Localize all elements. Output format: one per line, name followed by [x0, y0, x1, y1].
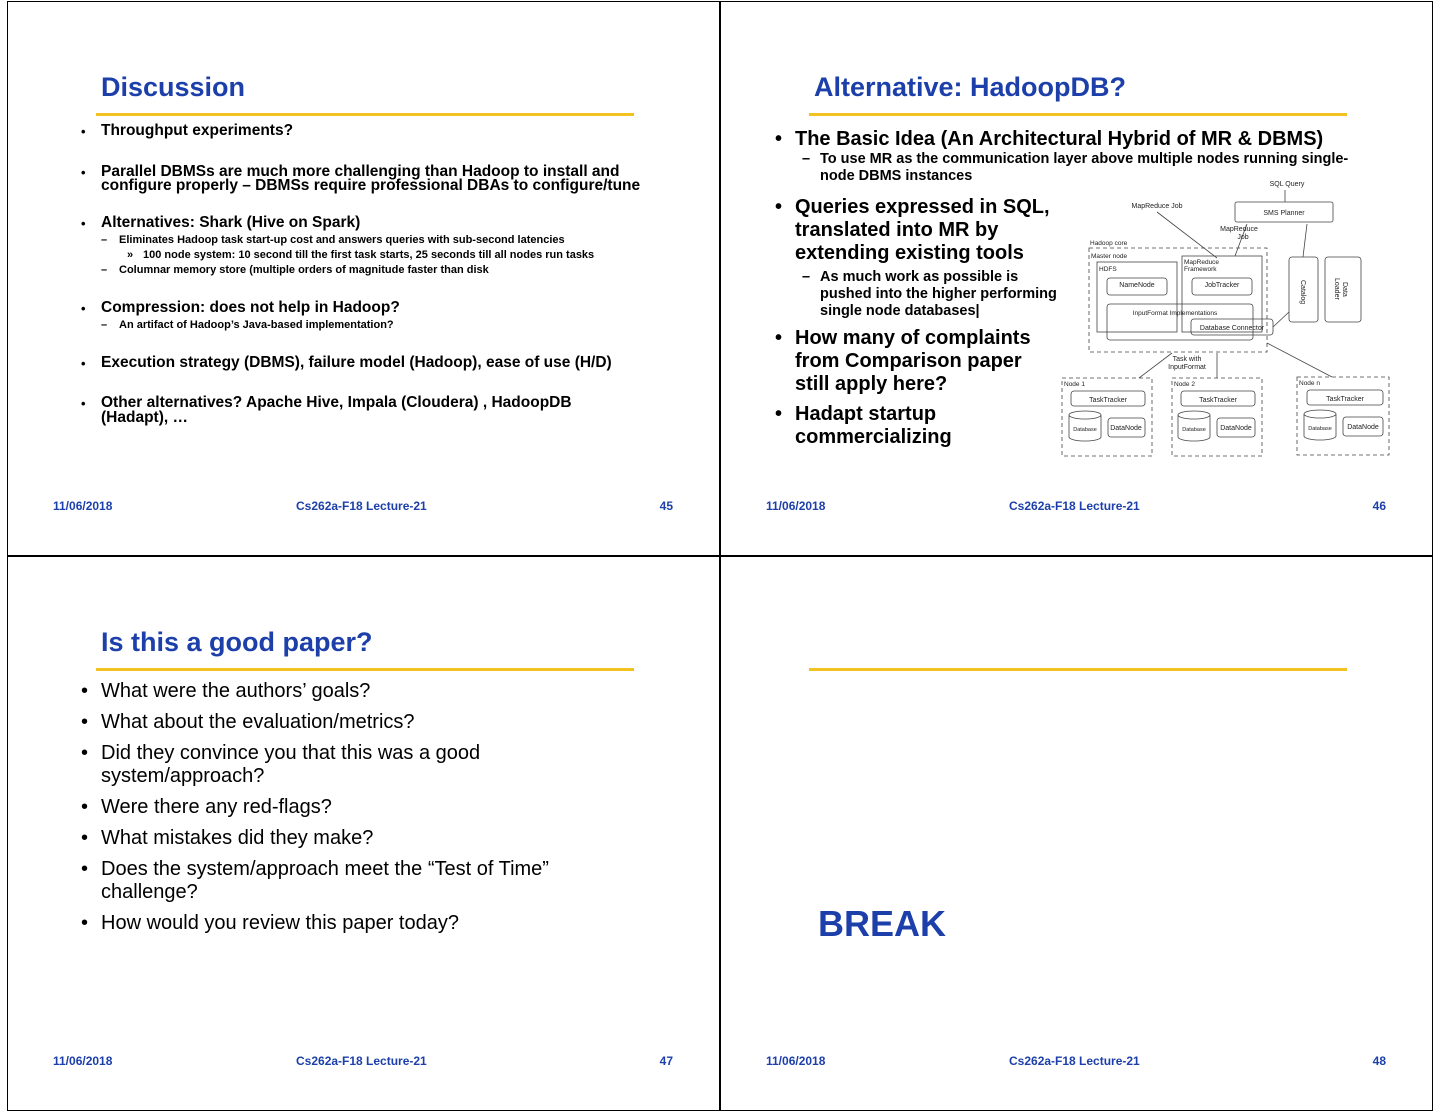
node1-box: [1062, 378, 1152, 456]
diagram-label: SMS Planner: [1263, 210, 1305, 217]
bullet: • How would you review this paper today?: [81, 912, 641, 935]
slide-number: 48: [1372, 1054, 1386, 1068]
diagram-label: Catalog: [1299, 280, 1306, 305]
footer-course: Cs262a-F18 Lecture-21: [1009, 1054, 1140, 1068]
database-cylinder: [1304, 410, 1336, 440]
bullet: • What were the authors’ goals?: [81, 680, 641, 703]
bullet: • Hadapt startup commercializing: [775, 403, 995, 449]
hadoopdb-architecture-diagram: [1057, 172, 1397, 462]
slide-body: [81, 680, 641, 943]
bullet: • Were there any red-flags?: [81, 796, 641, 819]
diagram-label: Database: [1182, 427, 1206, 433]
slide-48: [720, 556, 1433, 1111]
database-cylinder: [1069, 411, 1101, 441]
diagram-label: DataNode: [1110, 425, 1142, 432]
diagram-label: Hadoop core: [1090, 240, 1128, 247]
bullet: • Alternatives: Shark (Hive on Spark): [81, 216, 701, 231]
sub-bullet: – An artifact of Hadoop’s Java-based implementation?: [101, 318, 701, 333]
diagram-label: Framework: [1184, 266, 1217, 273]
diagram-label: Node 1: [1064, 381, 1085, 388]
bullet: • Parallel DBMSs are much more challenging than Hadoop to install and configure properly – DBMSs require professional DBAs to configure/tune: [81, 165, 661, 194]
diagram-label: DataNode: [1347, 424, 1379, 431]
slide-46: [720, 1, 1433, 556]
bullet: • The Basic Idea (An Architectural Hybrid of MR & DBMS): [775, 127, 1425, 151]
title-rule: [96, 113, 634, 116]
bullet: • Did they convince you that this was a good system/approach?: [81, 742, 521, 788]
diagram-label: MapReduce Job: [1131, 203, 1183, 210]
diagram-label: HDFS: [1099, 266, 1117, 273]
slide-47: [7, 556, 720, 1111]
database-cylinder: [1178, 411, 1210, 441]
slide-body: [81, 124, 701, 425]
title-rule: [809, 668, 1347, 671]
diagram-label: InputFormat Implementations: [1132, 310, 1218, 317]
diagram-label: MapReduce: [1220, 226, 1258, 233]
diagram-label: TaskTracker: [1199, 397, 1237, 404]
footer-course: Cs262a-F18 Lecture-21: [1009, 499, 1140, 513]
diagram-label: Database Connector: [1199, 325, 1265, 332]
footer-course: Cs262a-F18 Lecture-21: [296, 499, 427, 513]
slide-title: Is this a good paper?: [101, 627, 373, 657]
diagram-label: InputFormat: [1168, 364, 1206, 371]
footer-date: 11/06/2018: [53, 1054, 113, 1068]
sub-sub-bullet: » 100 node system: 10 second till the first task starts, 25 seconds till all nodes run tasks: [127, 248, 701, 263]
slide-number: 45: [659, 499, 673, 513]
bullet: • Queries expressed in SQL, translated into MR by extending existing tools: [775, 196, 1085, 265]
bullet: • Throughput experiments?: [81, 124, 701, 139]
diagram-label: Node n: [1299, 380, 1320, 387]
bullet: • Other alternatives? Apache Hive, Impala (Cloudera) , HadoopDB (Hadapt), …: [81, 396, 631, 425]
title-rule: [96, 668, 634, 671]
bullet: • How many of complaints from Comparison paper still apply here?: [775, 327, 1055, 396]
diagram-label: Node 2: [1174, 381, 1195, 388]
footer-date: 11/06/2018: [766, 1054, 826, 1068]
bullet: • Compression: does not help in Hadoop?: [81, 301, 701, 316]
slide-number: 46: [1372, 499, 1386, 513]
footer-date: 11/06/2018: [766, 499, 826, 513]
slide-body-left: [775, 196, 1085, 449]
slide-title: Discussion: [101, 72, 246, 102]
sub-bullet-text: As much work as possible is pushed into the higher performing single node databases|: [820, 269, 1057, 319]
bullet: • What about the evaluation/metrics?: [81, 711, 641, 734]
bullet: • Does the system/approach meet the “Test of Time” challenge?: [81, 858, 601, 904]
slide-title: Alternative: HadoopDB?: [814, 72, 1127, 102]
diagram-label: Task with: [1172, 356, 1202, 363]
slide-number: 47: [659, 1054, 673, 1068]
sub-bullet: – Columnar memory store (multiple orders of magnitude faster than disk: [101, 263, 701, 278]
break-heading: BREAK: [818, 903, 947, 944]
diagram-label: TaskTracker: [1089, 397, 1127, 404]
sub-bullet: – To use MR as the communication layer above multiple nodes running single-node DBMS instances: [802, 151, 1380, 185]
diagram-label: Database: [1073, 427, 1097, 433]
slide-45: [7, 1, 720, 556]
diagram-label: MapReduce: [1184, 259, 1220, 266]
footer-date: 11/06/2018: [53, 499, 113, 513]
bullet: • Execution strategy (DBMS), failure model (Hadoop), ease of use (H/D): [81, 356, 701, 371]
sub-bullet: [802, 269, 1070, 320]
diagram-label: Database: [1308, 426, 1332, 432]
diagram-label: Loader: [1333, 278, 1340, 300]
diagram-label: TaskTracker: [1326, 396, 1364, 403]
diagram-label: DataNode: [1220, 425, 1252, 432]
diagram-label: Job: [1237, 234, 1249, 241]
diagram-label: SQL Query: [1269, 181, 1305, 188]
sub-bullet: – Eliminates Hadoop task start-up cost and answers queries with sub-second latencies: [101, 233, 701, 248]
master-node-box: [1089, 248, 1267, 352]
noden-box: [1297, 377, 1389, 455]
title-rule: [809, 113, 1347, 116]
diagram-label: JobTracker: [1204, 282, 1240, 289]
diagram-label: Master node: [1091, 253, 1128, 260]
bullet: • What mistakes did they make?: [81, 827, 641, 850]
footer-course: Cs262a-F18 Lecture-21: [296, 1054, 427, 1068]
node2-box: [1172, 378, 1262, 456]
diagram-label: Data: [1341, 282, 1348, 297]
diagram-label: NameNode: [1119, 282, 1155, 289]
